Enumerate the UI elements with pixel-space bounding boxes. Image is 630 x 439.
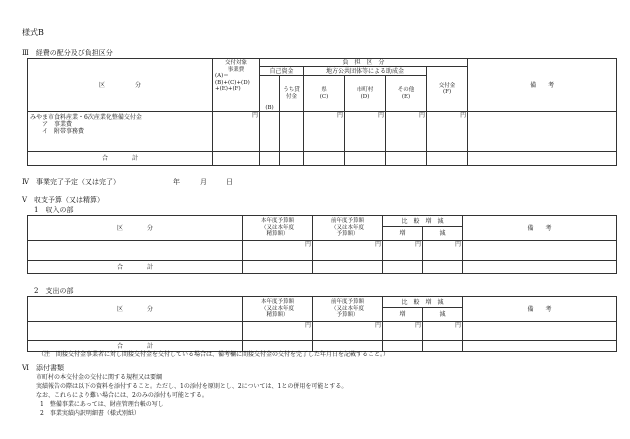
total-label: 合 計: [28, 152, 213, 166]
yen-unit: 円: [383, 241, 423, 261]
col-header-biko: 備 考: [463, 297, 617, 322]
col-header-kubun: 区 分: [28, 216, 243, 241]
yen-unit: 円: [213, 112, 260, 152]
col-header-gen: 減: [423, 227, 463, 241]
attachment-line: 1 整備事業にあっては、財産管理台帳の写し: [40, 401, 164, 408]
section5-heading: Ⅴ 収支予算（又は精算）: [22, 196, 105, 204]
section3-heading: Ⅲ 経費の配分及び負担区分: [22, 49, 113, 57]
total-label: 合 計: [28, 341, 243, 352]
col-header-honnendo: 本年度予算額 （又は本年度 精算額）: [243, 297, 313, 322]
col-header-ken: 県 (C): [304, 76, 345, 112]
col-header-b: (B): [260, 76, 280, 112]
col-header-kofukin: 交付金 (F): [427, 67, 468, 112]
col-header-kofu-taisho: 交付対象 事業費 (A)＝ (B)+(C)+(D) +(E)+(F): [213, 59, 260, 112]
attachment-line: なお、これらにより難い場合には、2のみの添付も可能とする。: [36, 392, 208, 399]
col-header-hikaku: 比 較 増 減: [383, 216, 463, 227]
col-header-jiko: 自己資金: [260, 67, 304, 76]
col-header-zennendo: 前年度予算額 （又は本年度 予算額）: [313, 216, 383, 241]
yen-unit: 円: [313, 241, 383, 261]
total-label: 合 計: [28, 261, 243, 274]
section4-heading: Ⅳ 事業完了予定（又は完了）: [22, 178, 120, 186]
yen-unit: 円: [243, 322, 313, 341]
cost-allocation-table: [27, 58, 617, 166]
income-subheading: 1 収入の部: [34, 206, 74, 214]
col-header-uchi: うち貸 付金: [280, 76, 304, 112]
col-header-zou: 増: [383, 227, 423, 241]
col-header-zou: 増: [383, 308, 423, 322]
yen-unit: 円: [304, 112, 345, 152]
col-header-hikaku: 比 較 増 減: [383, 297, 463, 308]
attachment-line: 市町村の本交付金の交付に関する規程又は要綱: [36, 374, 163, 381]
yen-unit: 円: [427, 112, 468, 152]
day-label: 日: [226, 178, 233, 186]
month-label: 月: [200, 178, 207, 186]
expense-subheading: 2 支出の部: [34, 287, 74, 295]
expense-table: [27, 296, 617, 352]
yen-unit: 円: [423, 241, 463, 261]
yen-unit: 円: [313, 322, 383, 341]
col-header-chiho: 地方公共団体等による助成金: [304, 67, 427, 76]
col-header-futan: 負 担 区 分: [260, 59, 468, 67]
section5-note: （注 間接交付金事業者に対し間接交付金を交付している場合は、備考欄に間接交付金の交付を完了した年月日を記載すること。）: [38, 351, 390, 358]
col-header-shichoson: 市町村 (D): [345, 76, 386, 112]
yen-unit: 円: [345, 112, 386, 152]
col-header-gen: 減: [423, 308, 463, 322]
col-header-kubun: 区 分: [28, 297, 243, 322]
yen-unit: 円: [383, 322, 423, 341]
year-label: 年: [173, 178, 180, 186]
col-header-sonota: その他 (E): [386, 76, 427, 112]
col-header-kubun: 区 分: [28, 59, 213, 112]
section6-heading: Ⅵ 添付書類: [22, 364, 65, 372]
yen-unit: 円: [243, 241, 313, 261]
row-items: みやま市食料産業・6次産業化整備交付金 ア 事業費 イ 附帯事務費: [28, 112, 213, 152]
attachment-line: 2 事業実績内訳明細書（様式別紙）: [40, 410, 140, 417]
income-table: [27, 215, 617, 274]
col-header-zennendo: 前年度予算額 （又は本年度 予算額）: [313, 297, 383, 322]
attachment-line: 実績報告の際は以下の資料を添付すること。ただし、1の添付を原則とし、2については、1との併用を可能とする。: [36, 383, 348, 390]
col-header-biko: 備 考: [468, 59, 617, 112]
form-label: 様式B: [22, 28, 44, 37]
col-header-honnendo: 本年度予算額 （又は本年度 精算額）: [243, 216, 313, 241]
yen-unit: 円: [386, 112, 427, 152]
yen-unit: 円: [423, 322, 463, 341]
col-header-biko: 備 考: [463, 216, 617, 241]
